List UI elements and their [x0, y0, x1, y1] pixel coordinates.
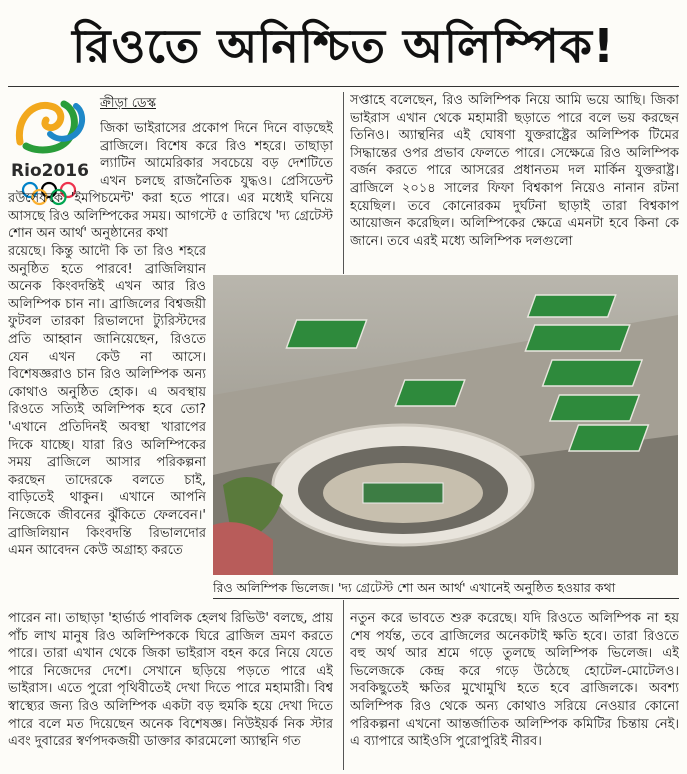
headline-rule [8, 86, 679, 87]
article-col1-bottom: পারেন না। তাছাড়া 'হার্ভার্ড পাবলিক হেলথ রিভিউ' বলছে, প্রায় পাঁচ লাখ মানুষ রিও অলিম্পিককে ঘিরে ব্রাজিল ভ্রমণ করতে পারে। তারা এখান থেকে জিকা ভাইরাস বহন করে নিয়ে যেতে পারে নিজেদের দেশে। সেখানে ছড়িয়ে পড়তে পারে এই ভাইরাস। এতে পুরো পৃথিবীতেই দেখা দিতে পারে মহামারী। বিশ্ব স্বাস্থ্যের জন্য রিও অলিম্পিক একটা বড় হুমকি হয়ে দেখা দিতে পারে বলে মত দিয়েছেন অনেক বিশেষজ্ঞ। নিউইয়র্ক নিক স্টার এবং দুবারের স্বর্ণপদকজয়ী ডাক্তার কারমেলো অ্যান্থনি গত [8, 611, 333, 750]
stadium-aerial-image [213, 275, 678, 575]
article-col1-narrow: রয়েছে। কিন্তু আদৌ কি তা রিও শহরে অনুষ্ঠিত হতে পারবে! ব্রাজিলিয়ান অনেক কিংবদন্তিই এখন আর রিও অলিম্পিক চান না। ব্রাজিলের বিশ্বজয়ী ফুটবল তারকা রিভালদো ট্যুরিস্টদের প্রতি আহ্বান জানিয়েছেন, রিওতে যেন এখন কেউ না আসে। বিশেষজ্ঞরাও চান রিও অলিম্পিক অন্য কোথাও অনুষ্ঠিত হোক। এ অবস্থায় রিওতে সত্যিই অলিম্পিক হবে তো? 'এখানে প্রতিদিনই অবস্থা খারাপের দিকে যাচ্ছে। যারা রিও অলিম্পিকের সময় ব্রাজিলে আসার পরিকল্পনা করছেন তাদেরকে বলতে চাই, বাড়িতেই থাকুন। এখানে আপনি নিজেকে জীবনের ঝুঁকিতে ফেলবেন।' ব্রাজিলিয়ান কিংবদন্তি রিভালদোর এমন আবেদন কেউ অগ্রাহ্য করতে [8, 244, 206, 559]
byline: ক্রীড়া ডেস্ক [100, 96, 156, 111]
photo-caption: রিও অলিম্পিক ভিলেজ। 'দ্য গ্রেটেস্ট শো অন আর্থ' এখানেই অনুষ্ঠিত হওয়ার কথা [213, 580, 616, 595]
article-col2-bottom: নতুন করে ভাবতে শুরু করেছে। যদি রিওতে অলিম্পিক না হয় শেষ পর্যন্ত, তবে ব্রাজিলের অনেকটাই ক্ষতি হবে। তারা রিওতে বহু অর্থ আর শ্রমে গড়ে তুলছে অলিম্পিক ভিলেজ। এই ভিলেজকে কেন্দ্র করে গড়ে উঠেছে হোটেল-মোটেলও। সবকিছুতেই ক্ষতির মুখোমুখি হতে হবে ব্রাজিলকে। অবশ্য অলিম্পিক রিও থেকে অন্য কোথাও সরিয়ে নেওয়ার কোনো পরিকল্পনা এখনো আন্তর্জাতিক অলিম্পিক কমিটির চিন্তায় নেই। এ ব্যাপারে আইওসি পুরোপুরিই নীরব। [350, 611, 679, 750]
column-divider-bottom [343, 600, 344, 770]
column-divider-top [343, 92, 344, 274]
headline: রিওতে অনিশ্চিত অলিম্পিক! [72, 19, 615, 73]
olympic-village-photo [213, 275, 678, 575]
article-col2-top: সপ্তাহে বলেছেন, রিও অলিম্পিক নিয়ে আমি ভয়ে আছি। জিকা ভাইরাস এখান থেকে মহামারী ছড়াতে পারে বলে ভয় করছেন তিনিও। অ্যান্থনির এই ঘোষণা যুক্তরাষ্ট্রের অলিম্পিক টিমের সিদ্ধান্তের ওপর প্রভাব ফেলতে পারে। সেক্ষেত্রে রিও অলিম্পিক বর্জন করতে পারে আসরের প্রধানতম দল মার্কিন যুক্তরাষ্ট্র। ব্রাজিলে ২০১৪ সালের ফিফা বিশ্বকাপ নিয়েও নানান রটনা হয়েছিল। তবে কোনোরকম দুর্ঘটনা ছাড়াই তারা বিশ্বকাপ আয়োজন করেছিল। অলিম্পিকের ক্ষেত্রে এমনটা হবে কিনা কে জানে। তবে এরই মধ্যে অলিম্পিক দলগুলো [350, 93, 679, 249]
logo-emblem [19, 104, 82, 150]
logo-wordmark: Rio2016 [11, 161, 89, 181]
caption-rule [213, 598, 679, 599]
article-col1-wide: রউসেফকে 'ইমপিচমেন্ট' করা হতে পারে। এর মধ্যেই ঘনিয়ে আসছে রিও অলিম্পিকের সময়। আগস্টে ৫ তারিখে 'দ্য গ্রেটেস্ট শোন অন আর্থ' অনুষ্ঠানের কথা [8, 191, 333, 242]
article-col1-intro: জিকা ভাইরাসের প্রকোপ দিনে দিনে বাড়ছেই ব্রাজিলে। বিশেষ করে রিও শহরে। তাছাড়া ল্যাটিন আমেরিকার সবচেয়ে বড় দেশটিতে এখন চলছে রাজনৈতিক যুদ্ধও। প্রেসিডেন্ট [100, 121, 333, 189]
